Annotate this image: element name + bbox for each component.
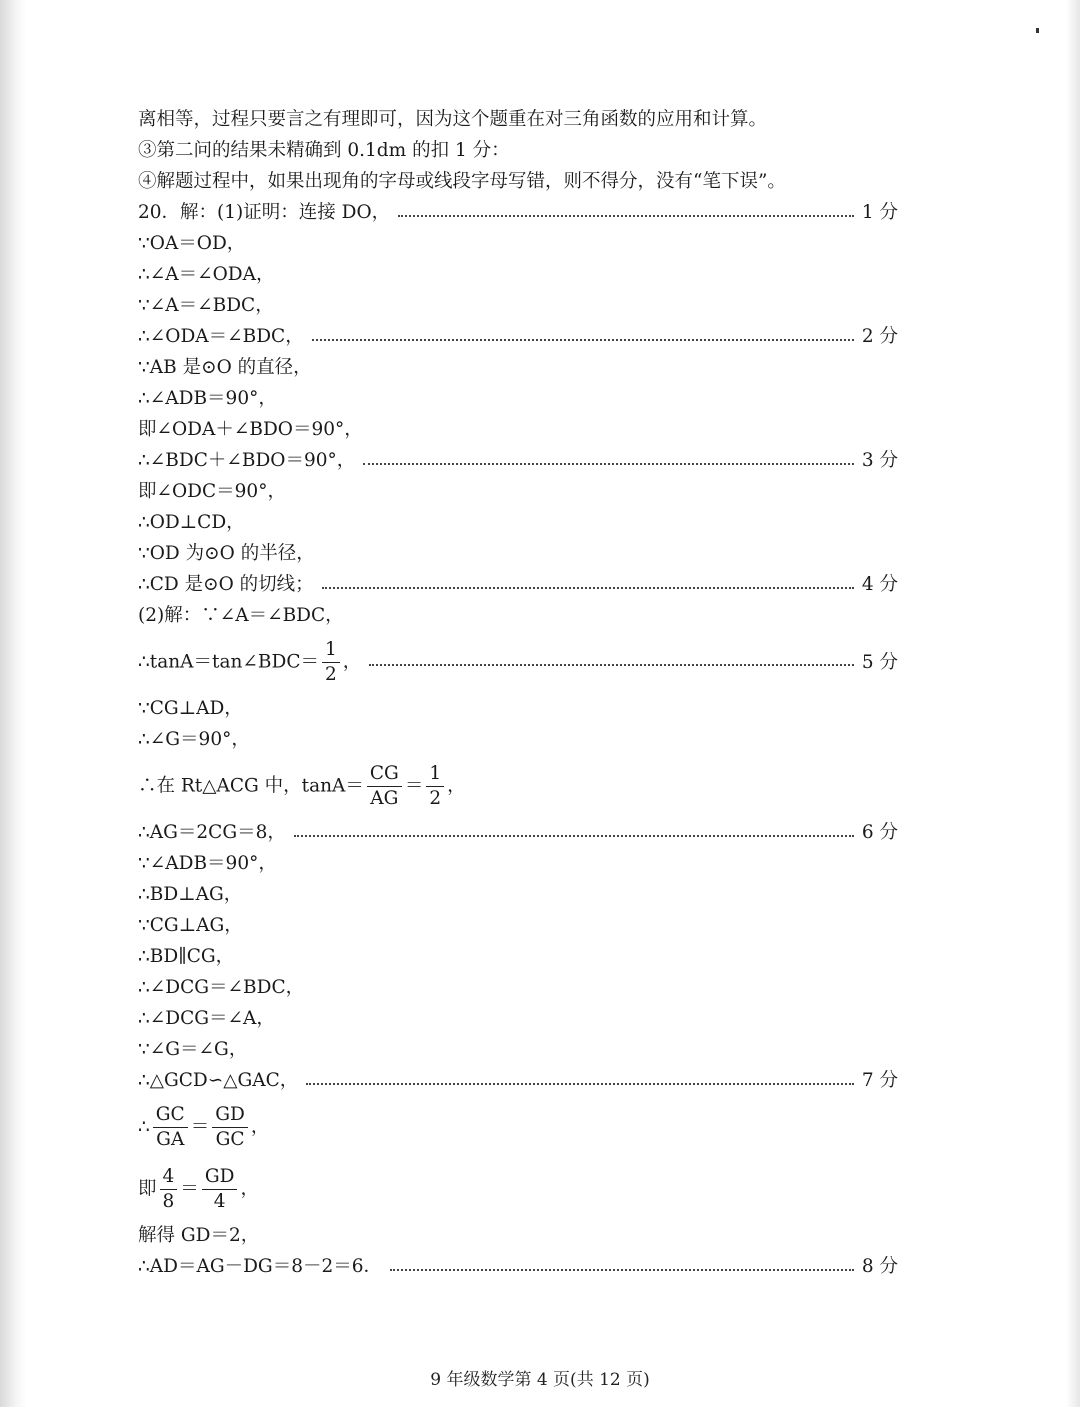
fraction: $\frac{GD}{GC}$ xyxy=(212,1103,248,1152)
step-line: ∵∠ADB＝90°， xyxy=(138,853,277,874)
dot-leader xyxy=(306,1083,854,1085)
page-footer: 9 年级数学第 4 页(共 12 页) xyxy=(430,1370,650,1390)
dot-leader xyxy=(294,835,854,837)
step-line: ∴∠DCG＝∠BDC， xyxy=(138,977,305,998)
score-mark: 7 分 xyxy=(861,1070,898,1091)
dot-leader xyxy=(398,215,854,217)
score-mark: 8 分 xyxy=(861,1256,898,1277)
fraction: $\frac{CG}{AG}$ xyxy=(367,762,402,811)
step-line: ∴∠G＝90°， xyxy=(138,729,250,750)
dot-leader xyxy=(312,339,854,341)
dot-leader xyxy=(369,664,854,666)
note-line-3: ③第二问的结果未精确到 0.1dm 的扣 1 分： xyxy=(138,140,510,161)
answer-page xyxy=(138,104,898,1282)
step-line: ∵OD 为⊙O 的半径， xyxy=(138,543,315,564)
score-mark: 6 分 xyxy=(861,822,898,843)
scan-shadow-left xyxy=(0,0,26,1407)
score-mark: 1 分 xyxy=(861,202,898,223)
step-line-fraction: ∴ $\frac{GC}{GA}$ ＝ $\frac{GD}{GC}$ ， xyxy=(138,1103,270,1150)
step-line: ∴∠A＝∠ODA， xyxy=(138,264,275,285)
score-mark: 5 分 xyxy=(861,651,898,673)
score-mark: 4 分 xyxy=(861,574,898,595)
note-line-4: ④解题过程中，如果出现角的字母或线段字母写错，则不得分，没有“笔下误”。 xyxy=(138,171,786,192)
step-line: ∴OD⊥CD， xyxy=(138,512,245,533)
scan-shadow-right xyxy=(1066,0,1080,1407)
step-line: ∵AB 是⊙O 的直径， xyxy=(138,357,312,378)
step-line: ∴AG＝2CG＝8， 6 分 xyxy=(138,817,898,848)
step-line: ∴∠DCG＝∠A， xyxy=(138,1008,275,1029)
step-line: (2)解：∵∠A＝∠BDC， xyxy=(138,605,344,626)
dot-leader xyxy=(322,587,854,589)
step-line: ∴∠ODA＝∠BDC， 2 分 xyxy=(138,321,898,352)
step-line: ∴BD∥CG， xyxy=(138,946,235,967)
fraction: $\frac{GD}{4}$ xyxy=(202,1165,238,1214)
step-line: ∴BD⊥AG， xyxy=(138,884,243,905)
fraction: $\frac{1}{2}$ xyxy=(426,762,444,811)
fraction: $\frac{4}{8}$ xyxy=(160,1165,178,1214)
step-line: 解得 GD＝2， xyxy=(138,1225,260,1246)
step-line: ∵CG⊥AD， xyxy=(138,698,243,719)
step-line-fraction: ∴tanA＝tan∠BDC＝ $\frac{1}{2}$ ， 5 分 xyxy=(138,638,898,685)
step-line: ∴∠ADB＝90°， xyxy=(138,388,277,409)
step-line: ∵∠A＝∠BDC， xyxy=(138,295,274,316)
step-line: ∴∠BDC＋∠BDO＝90°， 3 分 xyxy=(138,445,898,476)
step-line: 即∠ODA＋∠BDO＝90°， xyxy=(138,419,363,440)
step-line: 即∠ODC＝90°， xyxy=(138,481,286,502)
step-line: ∴AD＝AG－DG＝8－2＝6． 8 分 xyxy=(138,1251,898,1282)
step-line-fraction: ∴在 Rt△ACG 中，tanA＝ $\frac{CG}{AG}$ ＝ $\frac{1}{2}$ ， xyxy=(138,762,466,809)
note-line-1: 离相等，过程只要言之有理即可，因为这个题重在对三角函数的应用和计算。 xyxy=(138,109,768,130)
step-line: ∴CD 是⊙O 的切线； 4 分 xyxy=(138,569,898,600)
dot-leader xyxy=(363,463,854,465)
score-mark: 3 分 xyxy=(861,450,898,471)
dot-leader xyxy=(390,1269,854,1271)
fraction: $\frac{GC}{GA}$ xyxy=(153,1103,188,1152)
step-line: ∵∠G＝∠G， xyxy=(138,1039,248,1060)
step-line: ∵CG⊥AG， xyxy=(138,915,243,936)
step-line: 20．解：(1)证明：连接 DO， 1 分 xyxy=(138,197,898,228)
step-line: ∴△GCD∽△GAC， 7 分 xyxy=(138,1065,898,1096)
step-line-fraction: 即 $\frac{4}{8}$ ＝ $\frac{GD}{4}$ ， xyxy=(138,1165,259,1212)
fraction: $\frac{1}{2}$ xyxy=(322,638,340,687)
step-line: ∵OA＝OD， xyxy=(138,233,246,254)
scan-speck xyxy=(1036,28,1039,33)
score-mark: 2 分 xyxy=(861,326,898,347)
